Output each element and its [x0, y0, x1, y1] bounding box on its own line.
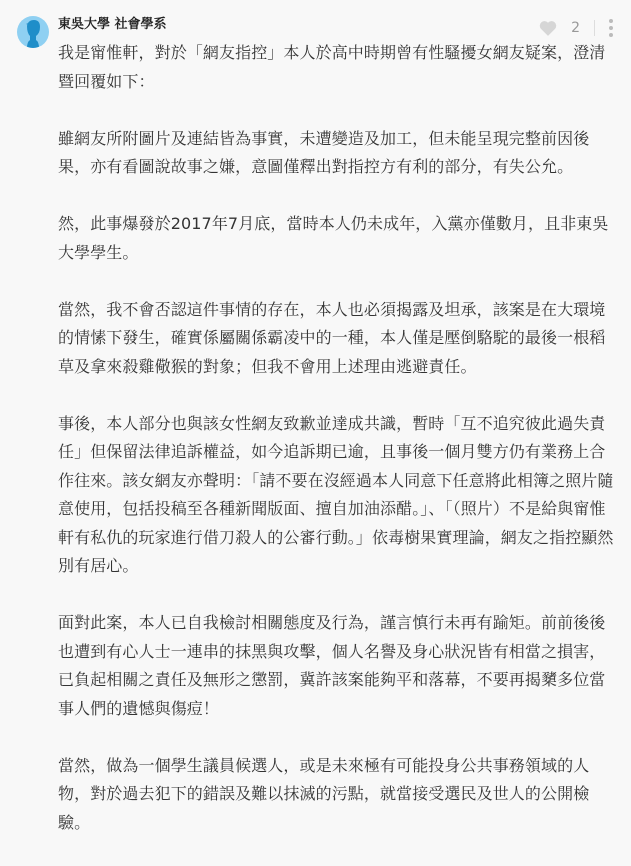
like-count: 2 — [571, 20, 580, 36]
paragraph: 面對此案，本人已自我檢討相關態度及行為，謹言慎行未再有踰矩。前前後後也遭到有心人士一連串的抹黑與攻擊，個人名譽及身心狀況皆有相當之損害，已負起相關之責任及無形之懲罰，冀許該案能夠平和落幕，不要再揭櫫多位當事人們的遺憾與傷痘！ — [58, 613, 606, 718]
paragraph: 我是甯惟軒，對於「網友指控」本人於高中時期曾有性騷擾女網友疑案，澄清暨回覆如下： — [58, 43, 606, 91]
paragraph: 當然，做為一個學生議員候選人，或是未來極有可能投身公共事務領域的人物，對於過去犯下的錯誤及難以抹滅的污點，就當接受選民及世人的公開檢驗。 — [58, 755, 590, 832]
paragraph: 雖網友所附圖片及連結皆為事實，未遭變造及加工，但未能呈現完整前因後果，亦有看圖說故事之嫌，意圖僅釋出對指控方有利的部分，有失公允。 — [58, 128, 590, 176]
paragraph: 當然，我不會否認這件事情的存在，本人也必須揭露及坦承，該案是在大環境的情愫下發生，確實係屬關係霸凌中的一種，本人僅是壓倒駱駝的最後一根稻草及拿來殺雞儆猴的對象；但我不會用上述理由逃避責任。 — [58, 299, 606, 376]
more-vertical-icon[interactable] — [609, 19, 613, 37]
user-silhouette-icon — [17, 16, 49, 48]
comment-actions — [539, 17, 631, 39]
paragraph: 然，此事爆發於2017年7月底，當時本人仍未成年，入黨亦僅數月，且非東吳大學學生。 — [58, 214, 609, 262]
avatar[interactable] — [17, 16, 49, 48]
divider — [594, 20, 595, 36]
paragraph: 事後，本人部分也與該女性網友致歉並達成共識，暫時「互不追究彼此過失責任」但保留法律追訴權益，如今追訴期已逾，且事後一個月雙方仍有業務上合作往來。該女網友亦聲明：「請不要在沒經過本人同意下任意將此相簿之照片隨意使用，包括投稿至各種新聞版面、擅自加油添醋。」、「（照片）不是給與甯惟軒有私仇的玩家進行借刀殺人的公審行動。」依毒樹果實理論，網友之指控顯然別有居心。 — [58, 413, 614, 575]
author-name[interactable]: 東吳大學 社會學系 — [58, 17, 167, 32]
comment-body — [58, 39, 618, 866]
heart-icon[interactable] — [539, 20, 557, 36]
